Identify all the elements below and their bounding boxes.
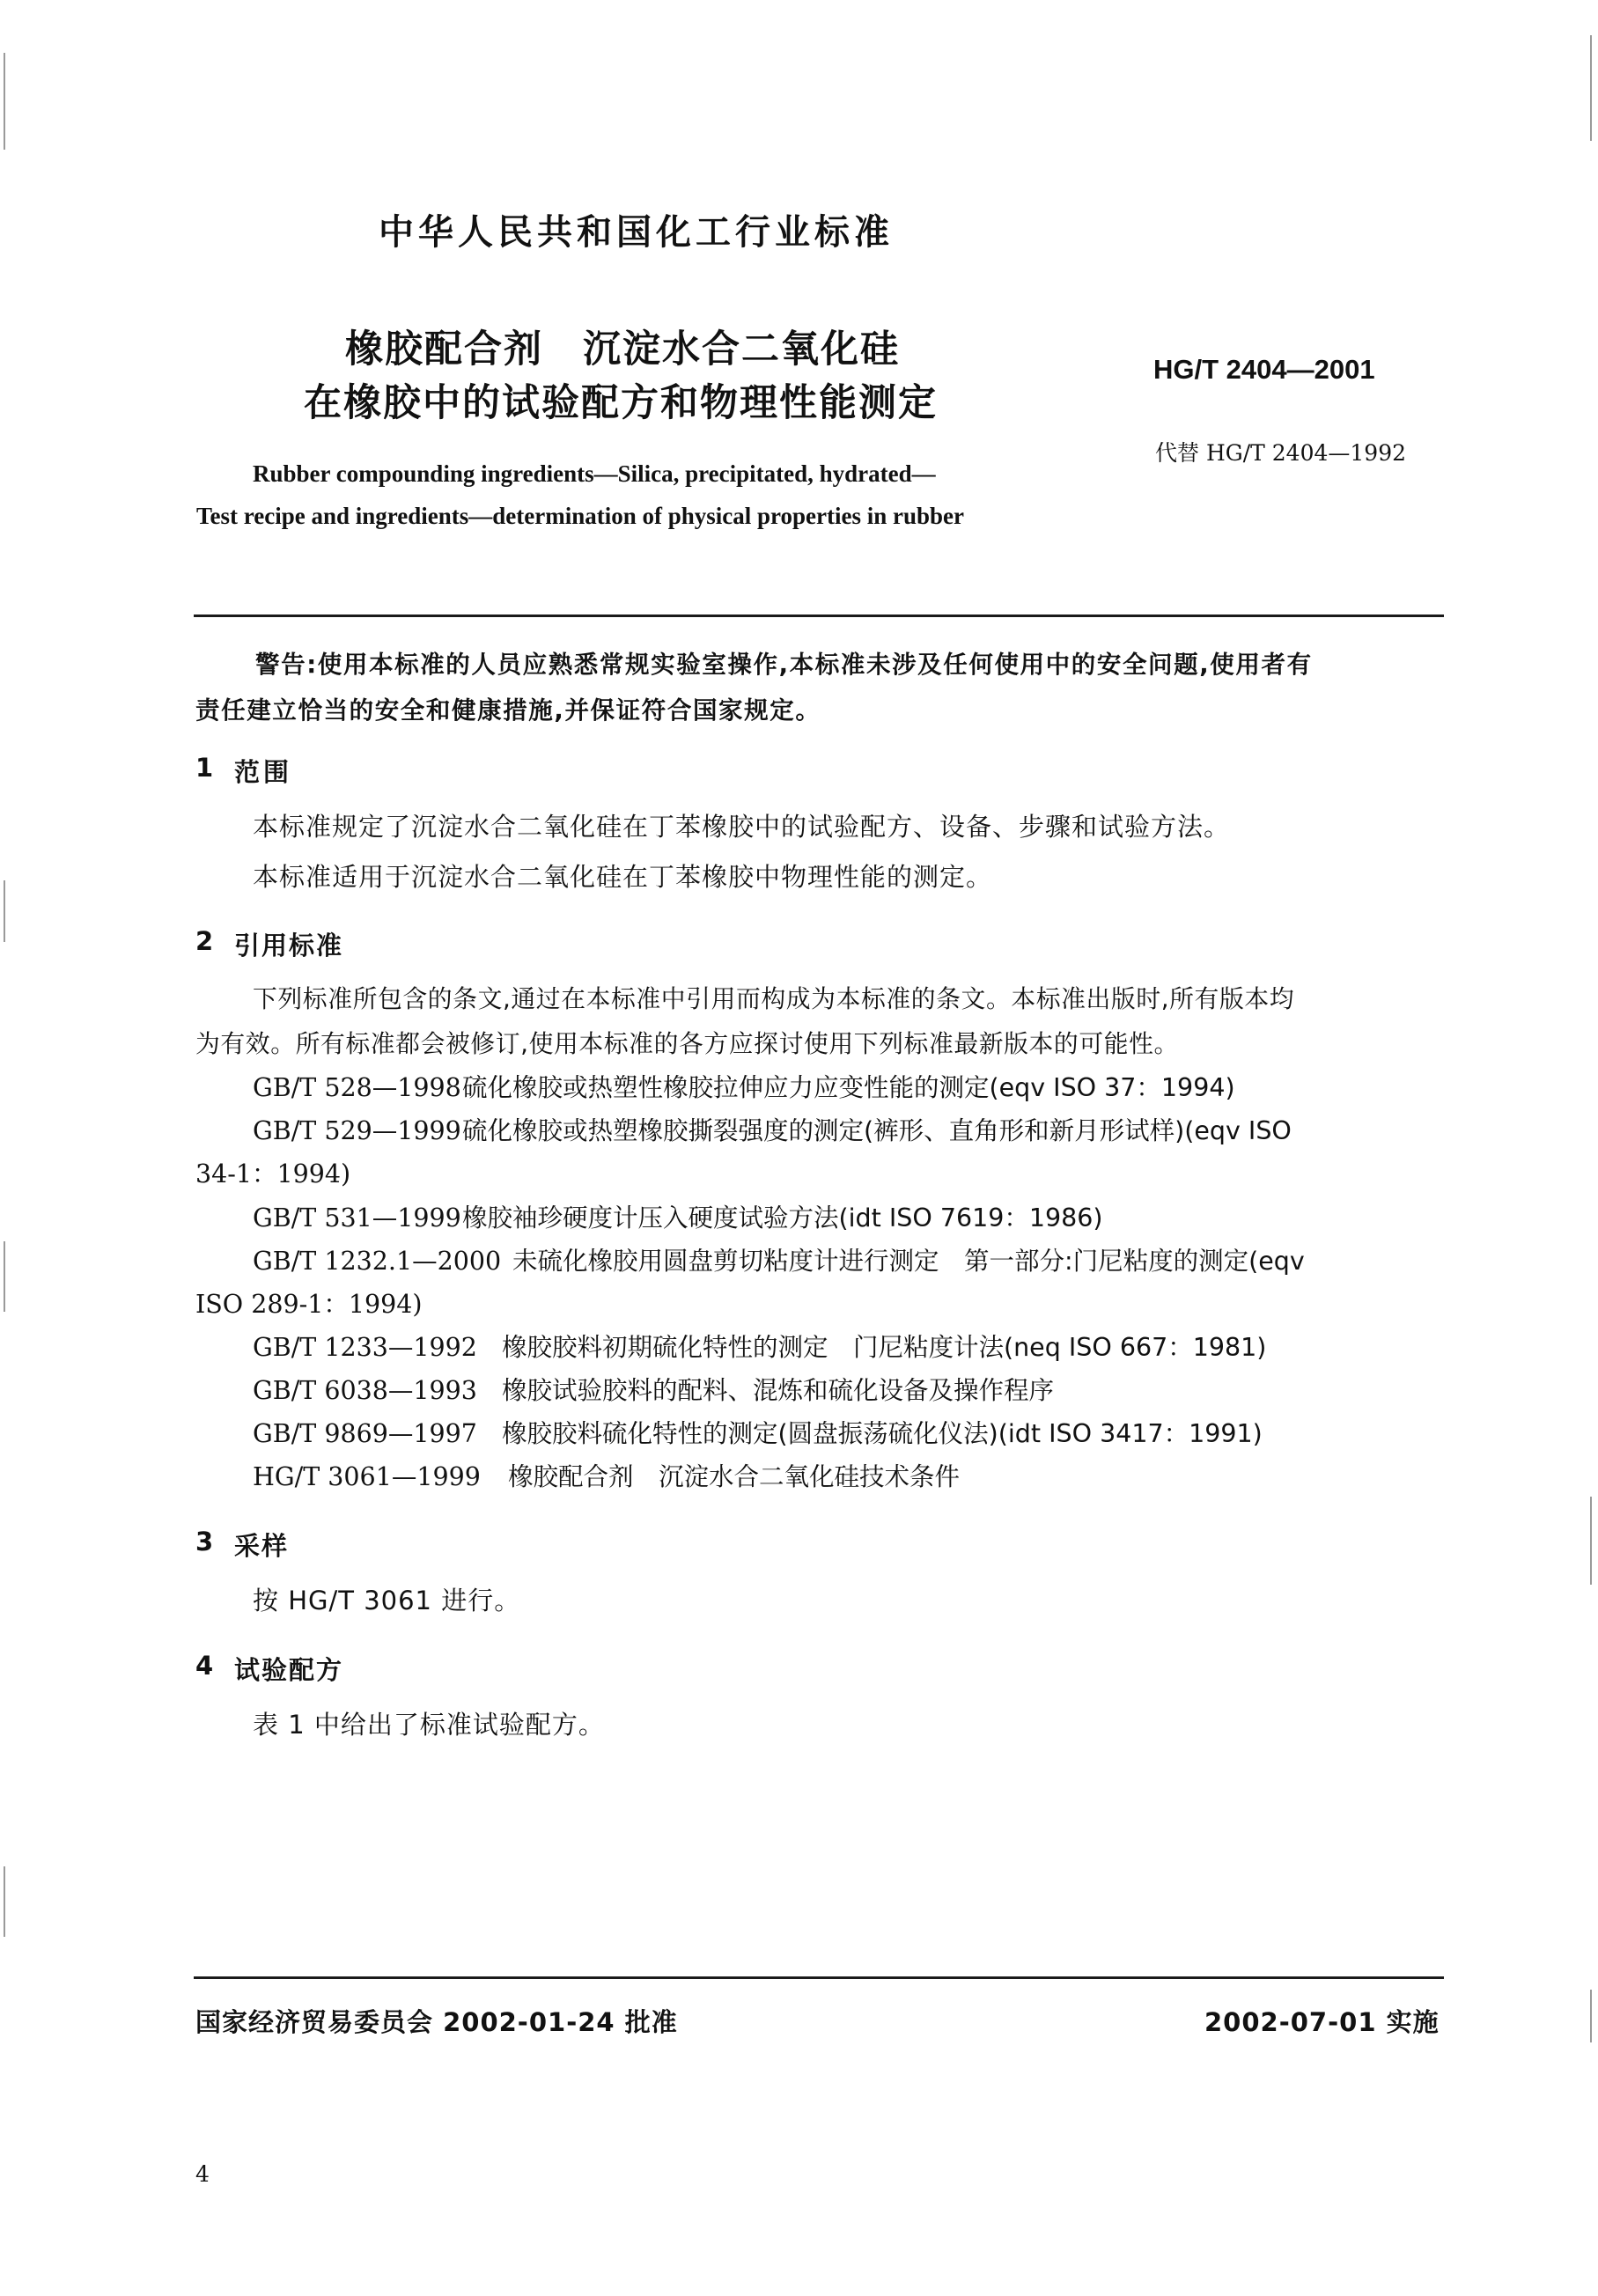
reference-item bbox=[253, 1376, 1055, 1405]
scan-mark-left-2 bbox=[4, 880, 5, 942]
reference-code: GB/T 9869—1997 bbox=[253, 1419, 477, 1448]
section-2-intro-line2: 为有效。所有标准都会被修订,使用本标准的各方应探讨使用下列标准最新版本的可能性。 bbox=[195, 1029, 1179, 1058]
reference-text: 硫化橡胶或热塑橡胶撕裂强度的测定(裤形、直角形和新月形试样)(eqv ISO bbox=[462, 1116, 1292, 1145]
scan-mark-right-1 bbox=[1590, 35, 1592, 141]
warning-line1: 警告:使用本标准的人员应熟悉常规实验室操作,本标准未涉及任何使用中的安全问题,使用者有 bbox=[255, 651, 1313, 679]
reference-item bbox=[253, 1116, 1292, 1145]
reference-text: 橡胶袖珍硬度计压入硬度试验方法(idt ISO 7619：1986) bbox=[462, 1203, 1103, 1233]
section-3-number: 3 bbox=[195, 1527, 214, 1556]
section-2-title: 引用标准 bbox=[234, 931, 344, 960]
section-1-para-1: 本标准规定了沉淀水合二氧化硅在丁苯橡胶中的试验配方、设备、步骤和试验方法。 bbox=[253, 812, 1231, 842]
replaces-note: 代替 HG/T 2404—1992 bbox=[1155, 440, 1407, 466]
section-1-para-2: 本标准适用于沉淀水合二氧化硅在丁苯橡胶中物理性能的测定。 bbox=[253, 862, 993, 892]
implementation-date: 2002-07-01 实施 bbox=[1204, 2007, 1440, 2037]
en-title-line1: Rubber compounding ingredients—Silica, precipitated, hydrated— bbox=[253, 460, 936, 487]
reference-text: 橡胶胶料硫化特性的测定(圆盘振荡硫化仪法)(idt ISO 3417：1991) bbox=[502, 1419, 1263, 1448]
section-4-title: 试验配方 bbox=[234, 1655, 344, 1685]
reference-text: 未硫化橡胶用圆盘剪切粘度计进行测定 第一部分:门尼粘度的测定(eqv bbox=[512, 1247, 1305, 1276]
reference-code: GB/T 528—1998 bbox=[253, 1073, 461, 1102]
en-title-line2: Test recipe and ingredients—determination of physical properties in rubber bbox=[196, 503, 965, 529]
section-1-title: 范围 bbox=[234, 757, 293, 787]
section-2-number: 2 bbox=[195, 926, 214, 956]
header-divider bbox=[194, 614, 1444, 617]
page-number: 4 bbox=[195, 2161, 210, 2187]
reference-text: 橡胶试验胶料的配料、混炼和硫化设备及操作程序 bbox=[502, 1376, 1055, 1405]
reference-text: 硫化橡胶或热塑性橡胶拉伸应力应变性能的测定(eqv ISO 37：1994) bbox=[462, 1073, 1235, 1102]
approval-note: 国家经济贸易委员会 2002-01-24 批准 bbox=[195, 2007, 678, 2037]
scan-mark-right-3 bbox=[1590, 1990, 1592, 2042]
reference-code: GB/T 1232.1—2000 bbox=[253, 1247, 502, 1276]
warning-line2: 责任建立恰当的安全和健康措施,并保证符合国家规定。 bbox=[195, 696, 821, 725]
section-4-number: 4 bbox=[195, 1651, 214, 1681]
section-3-para-1: 按 HG/T 3061 进行。 bbox=[253, 1586, 521, 1615]
reference-text: 橡胶配合剂 沉淀水合二氧化硅技术条件 bbox=[508, 1462, 961, 1491]
reference-code: GB/T 531—1999 bbox=[253, 1203, 461, 1233]
standard-code: HG/T 2404—2001 bbox=[1153, 354, 1375, 385]
reference-item bbox=[253, 1419, 1263, 1448]
reference-code: GB/T 1233—1992 bbox=[253, 1333, 477, 1362]
reference-text: 橡胶胶料初期硫化特性的测定 门尼粘度计法(neq ISO 667：1981) bbox=[502, 1333, 1267, 1362]
section-2-intro-line1: 下列标准所包含的条文,通过在本标准中引用而构成为本标准的条文。本标准出版时,所有版本均 bbox=[253, 984, 1295, 1013]
reference-item bbox=[253, 1249, 1305, 1275]
section-3-title: 采样 bbox=[234, 1531, 290, 1561]
issuer-title: 中华人民共和国化工行业标准 bbox=[379, 212, 894, 253]
cn-title-line2: 在橡胶中的试验配方和物理性能测定 bbox=[304, 381, 938, 425]
reference-code: GB/T 529—1999 bbox=[253, 1116, 461, 1145]
reference-code: HG/T 3061—1999 bbox=[253, 1462, 481, 1491]
reference-item bbox=[253, 1073, 1235, 1102]
section-1-number: 1 bbox=[195, 753, 214, 783]
scan-mark-left-4 bbox=[4, 1866, 5, 1937]
scan-mark-right-2 bbox=[1590, 1497, 1592, 1585]
reference-item bbox=[253, 1462, 961, 1491]
reference-continuation: 34-1：1994) bbox=[195, 1159, 351, 1188]
reference-continuation: ISO 289-1：1994) bbox=[195, 1290, 423, 1319]
reference-code: GB/T 6038—1993 bbox=[253, 1376, 477, 1405]
cn-title-line1: 橡胶配合剂 沉淀水合二氧化硅 bbox=[345, 327, 900, 372]
scan-mark-left-3 bbox=[4, 1241, 5, 1312]
section-4-para-1: 表 1 中给出了标准试验配方。 bbox=[253, 1710, 605, 1740]
footer-divider bbox=[194, 1976, 1444, 1979]
reference-item bbox=[253, 1203, 1103, 1233]
scan-mark-left-1 bbox=[4, 53, 5, 150]
reference-item bbox=[253, 1333, 1267, 1362]
